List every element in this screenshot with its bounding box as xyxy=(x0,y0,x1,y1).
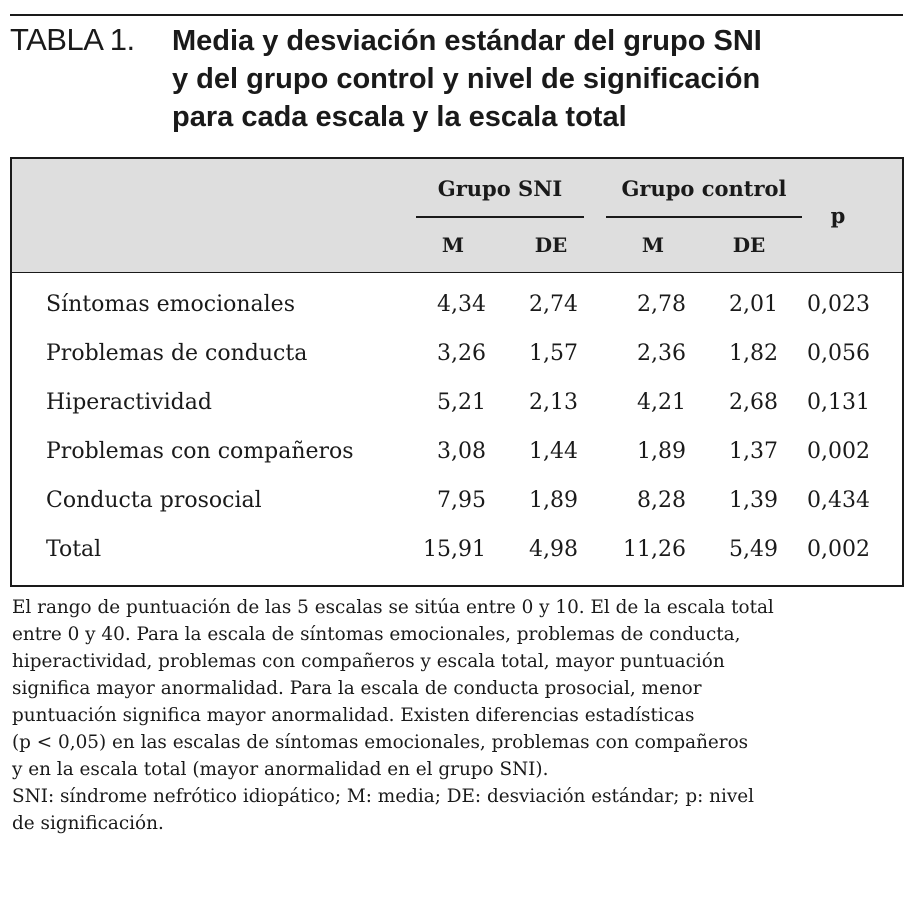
table-header xyxy=(12,159,902,273)
cell-m-sni: 5,21 xyxy=(437,390,486,415)
footnote-line: (p < 0,05) en las escalas de síntomas emocionales, problemas con compañeros xyxy=(12,732,749,753)
cell-p: 0,002 xyxy=(807,439,870,464)
row-label: Conducta prosocial xyxy=(46,488,262,513)
cell-de-sni: 1,89 xyxy=(529,488,578,513)
row-label: Total xyxy=(46,537,102,562)
cell-de-control: 2,01 xyxy=(729,292,778,317)
table-row xyxy=(12,537,902,573)
table-row xyxy=(12,390,902,426)
group-rule-sni xyxy=(416,216,584,218)
row-label: Hiperactividad xyxy=(46,390,212,415)
cell-p: 0,023 xyxy=(807,292,870,317)
cell-de-sni: 1,57 xyxy=(529,341,578,366)
cell-m-control: 2,36 xyxy=(637,341,686,366)
cell-m-control: 11,26 xyxy=(623,537,686,562)
cell-p: 0,002 xyxy=(807,537,870,562)
cell-m-sni: 3,08 xyxy=(437,439,486,464)
row-label: Síntomas emocionales xyxy=(46,292,295,317)
table-number: TABLA 1. xyxy=(10,22,135,57)
footnote-line: entre 0 y 40. Para la escala de síntomas emocionales, problemas de conducta, xyxy=(12,624,741,645)
column-header-m-sni: M xyxy=(441,233,465,257)
table-row xyxy=(12,292,902,328)
cell-de-control: 1,39 xyxy=(729,488,778,513)
cell-m-control: 2,78 xyxy=(637,292,686,317)
footnote-line: puntuación significa mayor anormalidad. Existen diferencias estadísticas xyxy=(12,705,695,726)
cell-de-sni: 2,74 xyxy=(529,292,578,317)
footnote-line: El rango de puntuación de las 5 escalas se sitúa entre 0 y 10. El de la escala total xyxy=(12,597,774,618)
cell-p: 0,434 xyxy=(807,488,870,513)
cell-de-control: 2,68 xyxy=(729,390,778,415)
column-header-m-control: M xyxy=(641,233,665,257)
cell-m-sni: 7,95 xyxy=(437,488,486,513)
data-table xyxy=(10,157,904,587)
cell-de-control: 1,82 xyxy=(729,341,778,366)
cell-de-control: 1,37 xyxy=(729,439,778,464)
table-row xyxy=(12,488,902,524)
cell-m-sni: 3,26 xyxy=(437,341,486,366)
column-header-p: p xyxy=(830,203,846,228)
cell-m-sni: 4,34 xyxy=(437,292,486,317)
table-row xyxy=(12,341,902,377)
cell-de-sni: 4,98 xyxy=(529,537,578,562)
cell-de-sni: 2,13 xyxy=(529,390,578,415)
table-title-line: y del grupo control y nivel de significación xyxy=(172,63,761,95)
footnote-line: hiperactividad, problemas con compañeros y escala total, mayor puntuación xyxy=(12,651,725,672)
column-header-de-control: DE xyxy=(732,233,766,257)
table-title-line: Media y desviación estándar del grupo SNI xyxy=(172,25,762,57)
footnote-line: SNI: síndrome nefrótico idiopático; M: media; DE: desviación estándar; p: nivel xyxy=(12,786,755,807)
cell-p: 0,131 xyxy=(807,390,870,415)
table-title-line: para cada escala y la escala total xyxy=(172,101,627,133)
cell-de-sni: 1,44 xyxy=(529,439,578,464)
footnote-line: y en la escala total (mayor anormalidad en el grupo SNI). xyxy=(12,759,549,780)
column-header-de-sni: DE xyxy=(534,233,568,257)
table-title xyxy=(172,22,892,136)
cell-m-control: 8,28 xyxy=(637,488,686,513)
footnote-line: de significación. xyxy=(12,813,164,834)
cell-de-control: 5,49 xyxy=(729,537,778,562)
cell-p: 0,056 xyxy=(807,341,870,366)
top-rule xyxy=(10,14,903,16)
cell-m-control: 4,21 xyxy=(637,390,686,415)
cell-m-sni: 15,91 xyxy=(423,537,486,562)
group-rule-control xyxy=(606,216,802,218)
footnote-line: significa mayor anormalidad. Para la escala de conducta prosocial, menor xyxy=(12,678,702,699)
table-row xyxy=(12,439,902,475)
row-label: Problemas de conducta xyxy=(46,341,308,366)
table-footnote xyxy=(12,594,904,837)
group-header-sni: Grupo SNI xyxy=(437,176,563,201)
group-header-control: Grupo control xyxy=(621,176,787,201)
cell-m-control: 1,89 xyxy=(637,439,686,464)
row-label: Problemas con compañeros xyxy=(46,439,354,464)
